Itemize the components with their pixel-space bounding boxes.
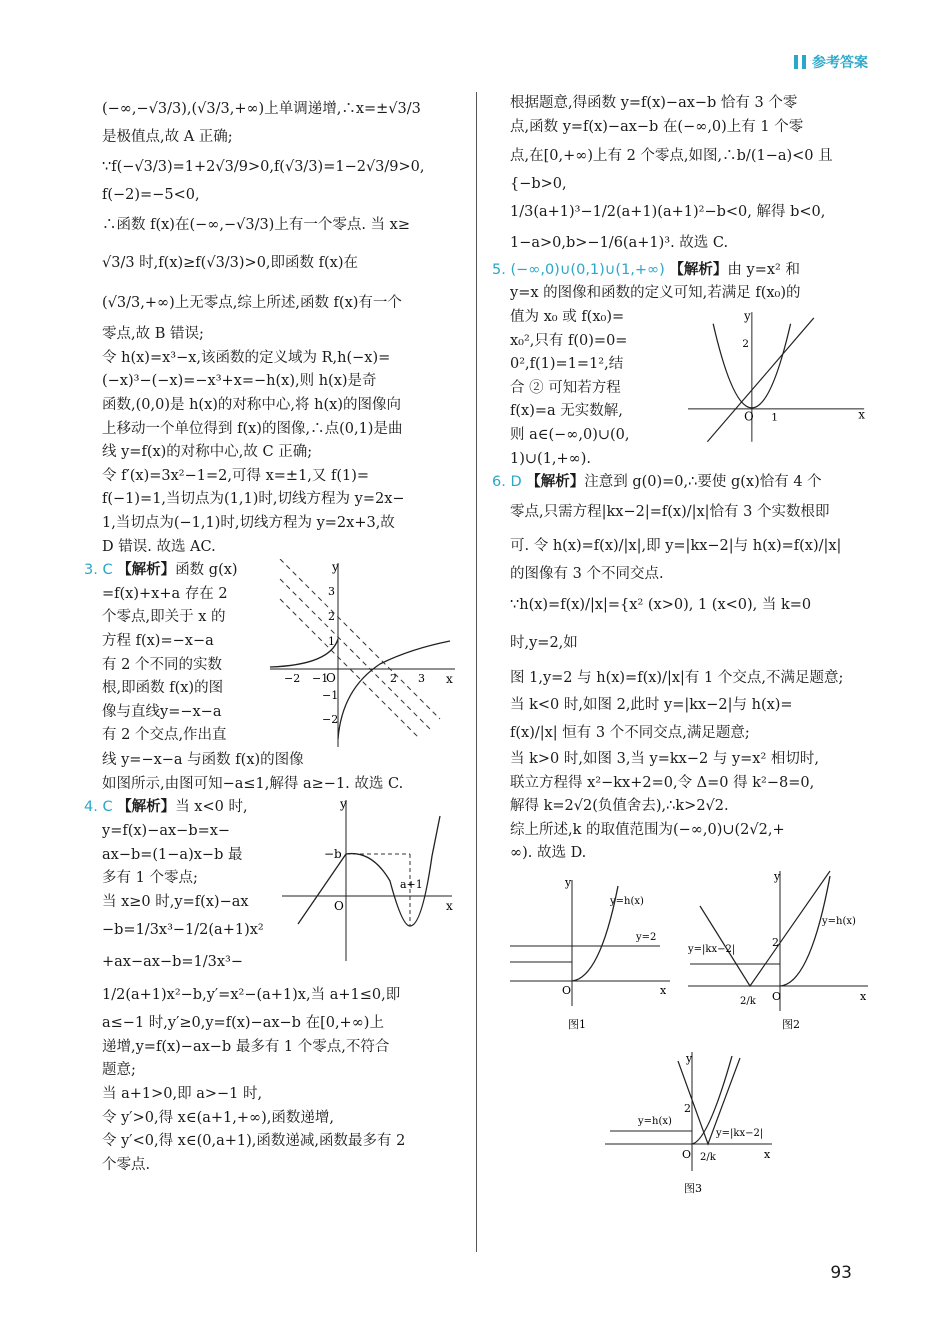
origin-label: O <box>562 983 572 997</box>
axis-label: x <box>764 1147 771 1161</box>
text-line: 的图像有 3 个不同交点. <box>510 565 664 582</box>
text-line: (−∞,−√3/3),(√3/3,+∞)上单调递增,∴x=±√3/3 <box>102 101 421 117</box>
text-line: 像与直线y=−x−a <box>102 703 222 720</box>
text-line: +ax−ax−b=1/3x³− <box>102 954 243 971</box>
curve-h <box>780 876 830 986</box>
figure-2 <box>687 870 868 1031</box>
axis-label: x <box>660 983 667 997</box>
question-5 <box>510 306 868 471</box>
figure-3 <box>605 1052 772 1195</box>
tick-label: 1 <box>328 635 335 649</box>
text-line: 当 k<0 时,如图 2,此时 y=|kx−2|与 h(x)= <box>510 697 793 714</box>
left-column <box>84 92 460 1177</box>
tick-label: −b <box>324 847 342 862</box>
text-line: 上移动一个单位得到 f(x)的图像,∴点(0,1)是曲 <box>102 420 403 437</box>
axis-label: x <box>446 899 453 914</box>
text-line: ∴函数 f(x)在(−∞,−√3/3)上有一个零点. 当 x≥ <box>102 217 410 234</box>
text-line: 点,函数 y=f(x)−ax−b 在(−∞,0)上有 1 个零 <box>510 118 804 135</box>
figure-caption: 图3 <box>684 1181 702 1195</box>
text-line: 点,在[0,+∞)上有 2 个零点,如图,∴b/(1−a)<0 且 <box>510 148 833 165</box>
origin-label: O <box>682 1147 692 1161</box>
origin-label: O <box>334 899 344 914</box>
curve-label: y=|kx−2| <box>716 1127 764 1139</box>
text-line: 令 y′<0,得 x∈(0,a+1),函数递减,函数最多有 2 <box>102 1133 406 1150</box>
text-line: 根,即函数 f(x)的图 <box>102 680 224 697</box>
axis-label: y <box>565 875 572 889</box>
text-line: 有 2 个交点,作出直 <box>102 727 227 744</box>
tick-label: 2 <box>772 935 779 949</box>
question-number: 5. (−∞,0)∪(0,1)∪(1,+∞) <box>492 261 665 278</box>
tick-label: 2 <box>328 610 335 624</box>
tick-label: 1 <box>771 410 778 424</box>
text-line: 递增,y=f(x)−ax−b 最多有 1 个零点,不符合 <box>102 1038 390 1055</box>
text-line: (−x)³−(−x)=−x³+x=−h(x),则 h(x)是奇 <box>102 373 377 390</box>
text-line: 方程 f(x)=−x−a <box>102 632 214 649</box>
text-line: 则 a∈(−∞,0)∪(0, <box>510 426 630 443</box>
text-line: 当 x<0 时, <box>175 799 248 816</box>
figure-1 <box>510 876 670 1031</box>
analysis-tag: 【解析】 <box>117 799 176 816</box>
text-line: 线 y=−x−a 与函数 f(x)的图像 <box>102 752 304 769</box>
dashed-line <box>280 579 430 729</box>
text-line: 注意到 g(0)=0,∴要使 g(x)恰有 4 个 <box>584 474 822 491</box>
line-abs-kx <box>700 871 830 986</box>
axis-label: x <box>860 989 867 1003</box>
text-line: 可. 令 h(x)=f(x)/|x|,即 y=|kx−2|与 h(x)=f(x)/|x| <box>510 537 842 554</box>
text-line: (√3/3,+∞)上无零点,综上所述,函数 f(x)有一个 <box>102 295 402 312</box>
text-line: 0²,f(1)=1=1²,结 <box>510 356 624 373</box>
figure-q5 <box>688 306 868 446</box>
origin-label: O <box>744 409 754 424</box>
header-title: 参考答案 <box>812 55 868 71</box>
text-line: 1−a>0,b>−1/6(a+1)³. 故选 C. <box>510 234 729 251</box>
curve-fx <box>270 639 450 739</box>
question-number: 6. D <box>492 474 522 491</box>
text-line: 根据题意,得函数 y=f(x)−ax−b 恰有 3 个零 <box>510 95 798 111</box>
header-bars-icon <box>794 55 806 69</box>
text-line: 联立方程得 x²−kx+2=0,令 Δ=0 得 k²−8=0, <box>510 774 815 791</box>
analysis-tag: 【解析】 <box>117 562 176 579</box>
text-line: D 错误. 故选 AC. <box>102 538 216 555</box>
text-line: 图 1,y=2 与 h(x)=f(x)/|x|有 1 个交点,不满足题意; <box>510 670 844 687</box>
text-line: 值为 x₀ 或 f(x₀)= <box>510 308 625 325</box>
tick-label: −2 <box>284 672 301 686</box>
text-line: 解得 k=2√2(负值舍去),∴k>2√2. <box>510 798 729 815</box>
tick-label: a+1 <box>400 878 423 892</box>
axis-label: x <box>858 407 865 422</box>
text-line: 综上所述,k 的取值范围为(−∞,0)∪(2√2,+ <box>510 821 785 838</box>
text-line: 令 h(x)=x³−x,该函数的定义域为 R,h(−x)= <box>102 349 391 366</box>
text-line: 多有 1 个零点; <box>102 870 198 887</box>
text-line: 函数,(0,0)是 h(x)的对称中心,将 h(x)的图像向 <box>102 396 401 413</box>
tick-label: 2/k <box>740 995 756 1007</box>
question-4 <box>84 796 460 978</box>
figures-q6 <box>510 866 868 1235</box>
text-line: 如图所示,由图可知−a≤1,解得 a≥−1. 故选 C. <box>102 775 404 792</box>
tick-label: 2 <box>742 336 749 350</box>
text-line: ax−b=(1−a)x−b 最 <box>102 846 243 863</box>
text-line: 个零点,即关于 x 的 <box>102 609 226 626</box>
text-line: f(−1)=1,当切点为(1,1)时,切线方程为 y=2x− <box>102 491 405 508</box>
text-line: 令 f′(x)=3x²−1=2,可得 x=±1,又 f(1)= <box>102 467 370 484</box>
text-line: 题意; <box>102 1062 136 1079</box>
analysis-tag: 【解析】 <box>669 261 728 278</box>
curve-label: y=h(x) <box>822 915 856 927</box>
text-line: 是极值点,故 A 正确; <box>102 129 233 145</box>
text-line: 个零点. <box>102 1156 151 1173</box>
curve-label: y=|kx−2| <box>688 943 736 955</box>
text-line: x₀²,只有 f(0)=0= <box>510 332 628 349</box>
analysis-tag: 【解析】 <box>526 474 585 491</box>
line-y-equals-x <box>707 318 813 442</box>
text-line: √3/3 时,f(x)≥f(√3/3)>0,即函数 f(x)在 <box>102 255 359 272</box>
figure-q4 <box>282 796 460 966</box>
origin-label: O <box>326 671 336 686</box>
text-line: 1/2(a+1)x²−b,y′=x²−(a+1)x,当 a+1≤0,即 <box>102 987 401 1004</box>
text-line: 有 2 个不同的实数 <box>102 656 222 673</box>
text-line: 合 ② 可知若方程 <box>510 379 621 396</box>
axis-label: y <box>774 869 781 883</box>
axis-label: y <box>686 1051 693 1065</box>
question-3 <box>84 559 460 749</box>
text-line: f(x)=a 无实数解, <box>510 403 623 420</box>
tick-label: 3 <box>418 672 425 686</box>
curve-label: y=2 <box>636 931 657 943</box>
text-line: {−b>0, <box>510 176 567 193</box>
text-line: y=x 的图像和函数的定义可知,若满足 f(x₀)的 <box>510 285 801 302</box>
text-line: 由 y=x² 和 <box>727 261 800 278</box>
curve-label: y=h(x) <box>638 1115 672 1127</box>
figure-q3 <box>270 559 460 749</box>
curve-label: y=h(x) <box>610 895 644 907</box>
page-number: 93 <box>830 1263 852 1283</box>
text-line: f(−2)=−5<0, <box>102 186 200 203</box>
text-line: −b=1/3x³−1/2(a+1)x² <box>102 922 264 939</box>
page-header <box>794 52 868 72</box>
column-divider <box>476 92 477 1252</box>
right-column <box>492 92 868 1234</box>
text-line: 当 x≥0 时,y=f(x)−ax <box>102 893 249 910</box>
text-line: 当 a+1>0,即 a>−1 时, <box>102 1086 263 1103</box>
text-line: y=f(x)−ax−b=x− <box>102 822 231 839</box>
text-line: 1/3(a+1)³−1/2(a+1)(a+1)²−b<0, 解得 b<0, <box>510 203 826 220</box>
question-number: 4. C <box>84 799 113 816</box>
axis-label: x <box>446 672 453 687</box>
axis-label: y <box>744 308 751 323</box>
tick-label: −2 <box>322 713 339 727</box>
tick-label: −1 <box>322 689 339 703</box>
tick-label: 2 <box>390 672 397 686</box>
text-line: 线 y=f(x)的对称中心,故 C 正确; <box>102 444 313 461</box>
curve <box>298 816 440 926</box>
figure-caption: 图1 <box>568 1017 586 1031</box>
text-line: =f(x)+x+a 存在 2 <box>102 585 228 602</box>
axis-label: y <box>332 560 339 575</box>
text-line: 零点,只需方程|kx−2|=f(x)/|x|恰有 3 个实数根即 <box>510 503 830 520</box>
question-number: 3. C <box>84 562 113 579</box>
origin-label: O <box>772 989 782 1003</box>
text-line: a≤−1 时,y′≥0,y=f(x)−ax−b 在[0,+∞)上 <box>102 1015 384 1032</box>
text-line: 令 y′>0,得 x∈(a+1,+∞),函数递增, <box>102 1109 334 1126</box>
text-line: 零点,故 B 错误; <box>102 326 204 343</box>
dashed-line <box>280 559 440 719</box>
text-line: ∵h(x)=f(x)/|x|={x² (x>0), 1 (x<0), 当 k=0 时,y=2,如 <box>510 597 812 652</box>
tick-label: 2/k <box>700 1151 716 1163</box>
tick-label: −1 <box>312 672 329 686</box>
text-line: 1,当切点为(−1,1)时,切线方程为 y=2x+3,故 <box>102 514 395 531</box>
tick-label: 3 <box>328 585 335 599</box>
text-line: ∵f(−√3/3)=1+2√3/9>0,f(√3/3)=1−2√3/9>0, <box>102 158 425 175</box>
text-line: 函数 g(x) <box>175 562 238 579</box>
text-line: 1)∪(1,+∞). <box>510 450 592 467</box>
tick-label: 2 <box>684 1101 691 1115</box>
axis-label: y <box>340 797 347 812</box>
text-line: 当 k>0 时,如图 3,当 y=kx−2 与 y=x² 相切时, <box>510 750 819 767</box>
text-line: f(x)/|x| 恒有 3 个不同交点,满足题意; <box>510 724 750 741</box>
figure-caption: 图2 <box>782 1017 800 1031</box>
figure-group-q6 <box>510 866 868 1226</box>
text-line: ∞). 故选 D. <box>510 845 587 862</box>
